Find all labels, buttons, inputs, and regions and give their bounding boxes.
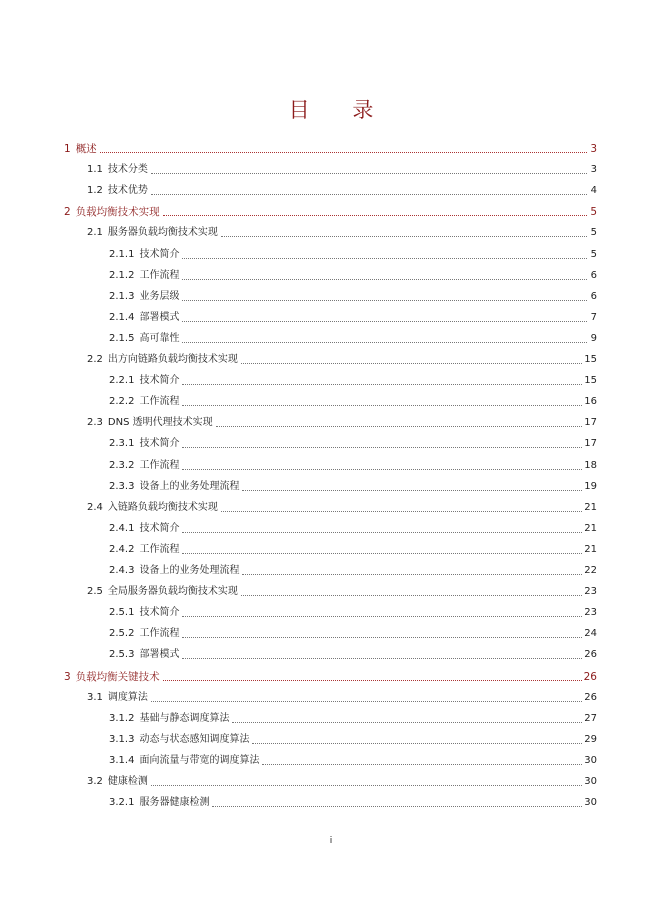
toc-entry-number: 2.1.4 — [109, 311, 135, 323]
toc-entry-number: 2.1.2 — [109, 269, 135, 281]
toc-entry-number: 2.3.2 — [109, 459, 135, 471]
toc-entry-page: 3 — [590, 143, 597, 155]
toc-entry-page: 21 — [584, 522, 597, 534]
toc-entry-page: 3 — [590, 164, 597, 176]
toc-dot-leader — [221, 236, 587, 237]
toc-entry-number: 3.1.4 — [109, 754, 135, 766]
toc-entry-number: 2.5 — [87, 586, 103, 598]
toc-entry-page: 22 — [584, 565, 597, 576]
toc-entry-level1[interactable] — [64, 202, 597, 218]
toc-dot-leader — [182, 469, 582, 470]
toc-entry-title: 动态与状态感知调度算法 — [139, 733, 250, 745]
toc-dot-leader — [182, 405, 582, 406]
toc-dot-leader — [182, 532, 582, 533]
toc-entry-title: 部署模式 — [139, 649, 180, 661]
toc-entry-page: 5 — [590, 206, 597, 219]
toc-entry-title: 技术分类 — [107, 164, 148, 176]
toc-entry-level3[interactable] — [109, 308, 597, 324]
toc-dot-leader — [163, 680, 582, 681]
toc-entry-page: 19 — [584, 480, 597, 492]
toc-entry-page: 17 — [584, 438, 597, 450]
toc-entry-page: 24 — [584, 628, 597, 640]
toc-dot-leader — [182, 258, 587, 259]
toc-entry-page: 7 — [590, 311, 597, 323]
toc-entry-level3[interactable] — [109, 751, 597, 767]
toc-dot-leader — [151, 785, 582, 786]
toc-entry-level3[interactable] — [109, 540, 597, 556]
toc-entry-page: 5 — [590, 227, 597, 239]
toc-entry-title: 面向流量与带宽的调度算法 — [139, 754, 260, 766]
toc-entry-level2[interactable] — [87, 413, 597, 429]
toc-entry-title: 工作流程 — [139, 543, 180, 555]
toc-entry-number: 2.4.1 — [109, 522, 135, 534]
toc-entry-level2[interactable] — [87, 223, 597, 239]
toc-entry-level2[interactable] — [87, 498, 597, 514]
toc-entry-title: 技术简介 — [139, 248, 180, 260]
toc-title: 目 录 — [288, 98, 392, 122]
toc-entry-number: 2.1.5 — [109, 332, 135, 344]
toc-entry-level3[interactable] — [109, 624, 597, 640]
toc-entry-title: 技术简介 — [139, 375, 180, 387]
toc-entry-page: 30 — [584, 776, 597, 787]
toc-entry-level1[interactable] — [64, 139, 597, 155]
toc-entry-level2[interactable] — [87, 160, 597, 176]
toc-entry-level3[interactable] — [109, 709, 597, 725]
toc-entry-page: 15 — [584, 354, 597, 365]
toc-entry-level3[interactable] — [109, 793, 597, 809]
toc-entry-title: 调度算法 — [107, 691, 148, 703]
toc-entry-level3[interactable] — [109, 329, 597, 345]
toc-entry-number: 2.4.3 — [109, 565, 135, 576]
toc-entry-number: 2.3.1 — [109, 438, 135, 450]
page-number: i — [329, 836, 333, 846]
toc-entry-number: 3.1 — [87, 691, 103, 703]
toc-entry-level1[interactable] — [64, 667, 597, 683]
toc-entry-number: 2.1 — [87, 227, 103, 239]
toc-entry-number: 2.2 — [87, 354, 103, 365]
toc-entry-number: 3.1.2 — [109, 712, 135, 724]
toc-entry-page: 27 — [584, 712, 597, 724]
toc-entry-page: 16 — [584, 396, 597, 408]
toc-entry-page: 17 — [584, 417, 597, 429]
toc-dot-leader — [182, 447, 582, 448]
toc-entry-page: 9 — [590, 332, 597, 344]
toc-dot-leader — [221, 511, 582, 512]
toc-entry-number: 2 — [64, 206, 71, 219]
toc-entry-title: 业务层级 — [139, 290, 180, 302]
toc-entry-number: 2.3.3 — [109, 480, 135, 492]
toc-entry-level3[interactable] — [109, 477, 597, 493]
toc-entry-number: 3.2 — [87, 776, 103, 787]
toc-dot-leader — [182, 279, 587, 280]
toc-entry-number: 3.2.1 — [109, 797, 135, 809]
toc-dot-leader — [232, 722, 582, 723]
toc-entry-level2[interactable] — [87, 772, 597, 788]
toc-dot-leader — [100, 152, 587, 153]
toc-entry-number: 2.1.1 — [109, 248, 135, 260]
toc-dot-leader — [151, 701, 582, 702]
toc-entry-level3[interactable] — [109, 603, 597, 619]
toc-entry-number: 2.5.2 — [109, 628, 135, 640]
toc-dot-leader — [182, 637, 582, 638]
toc-entry-title: 出方向链路负载均衡技术实现 — [107, 354, 238, 365]
toc-entry-title: 技术简介 — [139, 438, 180, 450]
toc-dot-leader — [182, 300, 587, 301]
toc-entry-title: 设备上的业务处理流程 — [139, 565, 240, 576]
toc-entry-page: 18 — [584, 459, 597, 471]
toc-entry-level3[interactable] — [109, 561, 597, 577]
toc-entry-number: 1.2 — [87, 185, 103, 197]
toc-entry-title: 概述 — [75, 143, 97, 155]
toc-entry-number: 3.1.3 — [109, 733, 135, 745]
toc-dot-leader — [182, 658, 582, 659]
toc-entry-page: 5 — [590, 248, 597, 260]
toc-entry-level3[interactable] — [109, 392, 597, 408]
toc-dot-leader — [151, 173, 587, 174]
toc-entry-page: 4 — [590, 185, 597, 197]
toc-entry-level3[interactable] — [109, 519, 597, 535]
toc-entry-number: 2.5.3 — [109, 649, 135, 661]
toc-entry-level3[interactable] — [109, 434, 597, 450]
toc-entry-page: 26 — [584, 649, 597, 661]
toc-entry-number: 2.1.3 — [109, 290, 135, 302]
toc-entry-title: 高可靠性 — [139, 332, 180, 344]
toc-entry-level3[interactable] — [109, 245, 597, 261]
toc-entry-page: 30 — [584, 797, 597, 809]
toc-entry-page: 26 — [583, 670, 597, 683]
toc-entry-page: 6 — [590, 290, 597, 302]
toc-entry-level2[interactable] — [87, 582, 597, 598]
toc-dot-leader — [182, 384, 582, 385]
toc-entry-number: 2.4.2 — [109, 543, 135, 555]
toc-entry-title: 工作流程 — [139, 269, 180, 281]
toc-entry-level3[interactable] — [109, 266, 597, 282]
toc-entry-title: 基础与静态调度算法 — [139, 712, 230, 724]
toc-entry-title: 健康检测 — [107, 776, 148, 787]
toc-entry-title: 部署模式 — [139, 311, 180, 323]
toc-entry-level3[interactable] — [109, 456, 597, 472]
toc-entry-title: 工作流程 — [139, 459, 180, 471]
toc-entry-page: 15 — [584, 375, 597, 387]
toc-dot-leader — [241, 363, 582, 364]
toc-dot-leader — [212, 806, 582, 807]
toc-entry-title: 技术简介 — [139, 607, 180, 619]
toc-entry-title: 设备上的业务处理流程 — [139, 480, 240, 492]
toc-entry-number: 1.1 — [87, 164, 103, 176]
toc-entry-page: 21 — [584, 543, 597, 555]
toc-dot-leader — [242, 574, 582, 575]
toc-entry-page: 23 — [584, 586, 597, 598]
toc-entry-level3[interactable] — [109, 645, 597, 661]
toc-entry-page: 6 — [590, 269, 597, 281]
toc-entry-title: 负载均衡技术实现 — [75, 206, 160, 219]
toc-entry-page: 26 — [584, 691, 597, 703]
toc-entry-page: 29 — [584, 733, 597, 745]
toc-entry-page: 23 — [584, 607, 597, 619]
toc-dot-leader — [242, 490, 582, 491]
toc-entry-title: 工作流程 — [139, 396, 180, 408]
toc-entry-number: 2.5.1 — [109, 607, 135, 619]
toc-entry-title: DNS 透明代理技术实现 — [107, 417, 213, 429]
toc-entry-title: 技术简介 — [139, 522, 180, 534]
toc-dot-leader — [182, 616, 582, 617]
toc-dot-leader — [182, 553, 582, 554]
toc-entry-level3[interactable] — [109, 371, 597, 387]
toc-dot-leader — [241, 595, 582, 596]
toc-entry-title: 服务器健康检测 — [139, 797, 210, 809]
toc-dot-leader — [252, 743, 582, 744]
toc-dot-leader — [151, 194, 587, 195]
toc-dot-leader — [262, 764, 582, 765]
toc-dot-leader — [182, 321, 587, 322]
toc-entry-number: 1 — [64, 143, 71, 155]
toc-entry-title: 服务器负载均衡技术实现 — [107, 227, 218, 239]
toc-entry-title: 技术优势 — [107, 185, 148, 197]
toc-entry-number: 2.3 — [87, 417, 103, 429]
toc-entry-title: 入链路负载均衡技术实现 — [107, 501, 218, 513]
toc-entry-title: 全局服务器负载均衡技术实现 — [107, 586, 238, 598]
toc-entry-page: 21 — [584, 501, 597, 513]
toc-dot-leader — [163, 215, 587, 216]
toc-entry-level3[interactable] — [109, 730, 597, 746]
toc-entry-number: 2.2.2 — [109, 396, 135, 408]
toc-entry-level3[interactable] — [109, 287, 597, 303]
toc-entry-title: 工作流程 — [139, 628, 180, 640]
toc-entry-level2[interactable] — [87, 688, 597, 704]
toc-entry-level2[interactable] — [87, 350, 597, 366]
toc-entry-title: 负载均衡关键技术 — [75, 670, 160, 683]
toc-entry-number: 2.4 — [87, 501, 103, 513]
toc-entry-number: 3 — [64, 670, 71, 683]
toc-entry-number: 2.2.1 — [109, 375, 135, 387]
toc-entry-level2[interactable] — [87, 181, 597, 197]
toc-dot-leader — [182, 342, 587, 343]
toc-entry-page: 30 — [584, 754, 597, 766]
toc-dot-leader — [216, 426, 583, 427]
